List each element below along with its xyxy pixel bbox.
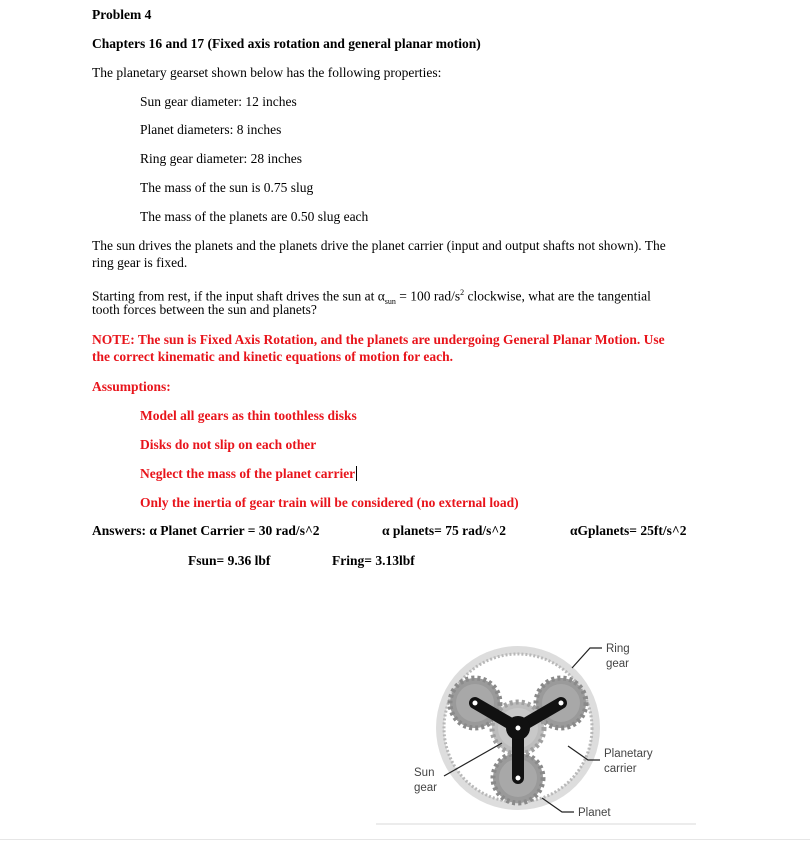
label-ring-gear: gear [606,658,630,670]
intro-text: The planetary gearset shown below has the following properties: [92,65,442,80]
label-ring: Ring [606,643,630,655]
property-ring-diameter: Ring gear diameter: 28 inches [140,151,302,166]
property-sun-diameter: Sun gear diameter: 12 inches [140,94,297,109]
answer-g-planets: αGplanets= 25ft/s^2 [570,523,687,538]
label-planet: Planet [578,807,611,819]
note-line-2: the correct kinematic and kinetic equations of motion for each. [92,349,453,364]
answer-f-ring: Fring= 3.13lbf [332,553,415,568]
answer-planets: α planets= 75 rad/s^2 [382,523,506,538]
question-part-3: clockwise, what are the tangential [464,288,651,304]
question-part-2: = 100 rad/s [395,288,461,304]
question-subscript: sun [384,297,396,307]
assumptions-heading: Assumptions: [92,379,171,394]
ring-gear-leader [572,648,602,668]
answer-carrier: Answers: α Planet Carrier = 30 rad/s^2 [92,523,320,538]
property-planet-diameter: Planet diameters: 8 inches [140,122,282,137]
label-carrier: carrier [604,763,637,775]
question-line-2: tooth forces between the sun and planets? [92,302,317,317]
label-sun-gear: gear [414,782,438,794]
answer-f-sun: Fsun= 9.36 lbf [188,553,271,568]
page-bottom-rule [0,839,810,840]
assumption-gear-train-inertia: Only the inertia of gear train will be considered (no external load) [140,495,519,510]
description-line-1: The sun drives the planets and the planets drive the planet carrier (input and output shafts not shown). The [92,238,666,253]
property-planet-mass: The mass of the planets are 0.50 slug each [140,209,369,224]
description-line-2: ring gear is fixed. [92,255,188,270]
planetary-gear-diagram [376,628,696,828]
chapters-heading: Chapters 16 and 17 (Fixed axis rotation and general planar motion) [92,36,481,51]
question-part-1: Starting from rest, if the input shaft drives the sun at α [92,288,385,304]
note-line-1: NOTE: The sun is Fixed Axis Rotation, and the planets are undergoing General Planar Motion. Use [92,332,665,347]
problem-title: Problem 4 [92,7,152,22]
property-sun-mass: The mass of the sun is 0.75 slug [140,180,314,195]
label-sun: Sun [414,767,435,779]
question-superscript: 2 [460,288,465,297]
label-planetary: Planetary [604,748,653,760]
assumption-neglect-carrier-text: Neglect the mass of the planet carrier [140,466,356,481]
text-cursor [356,466,357,481]
assumption-thin-disks: Model all gears as thin toothless disks [140,408,357,423]
assumption-neglect-carrier [140,465,357,482]
assumption-no-slip: Disks do not slip on each other [140,437,317,452]
